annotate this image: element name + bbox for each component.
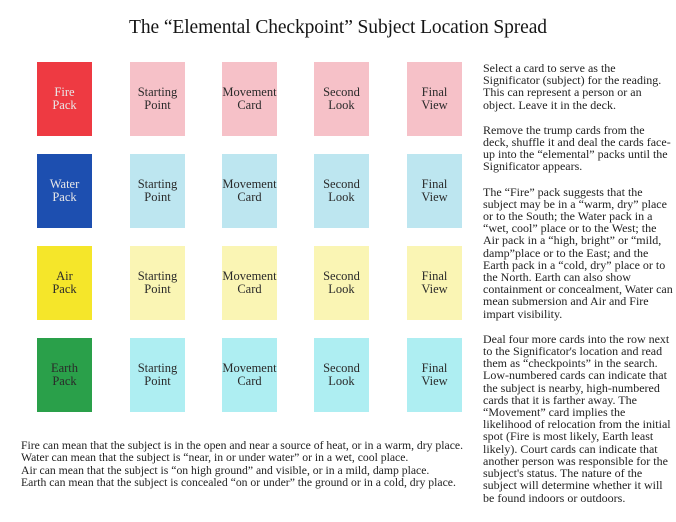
card-label-line2: Point [144, 282, 171, 296]
air-starting-point-card [130, 246, 185, 320]
fire-second-look-card [314, 62, 369, 136]
card-label-line1: Starting [137, 361, 178, 375]
air-second-look-card [314, 246, 369, 320]
air-final-view-card [407, 246, 462, 320]
card-label-line2: Card [237, 374, 262, 388]
card-label-line1: Movement [222, 361, 277, 375]
card-label-line1: Starting [137, 85, 178, 99]
card-label-line2: Point [144, 190, 171, 204]
water-second-look-card [314, 154, 369, 228]
fire-meaning: Fire can mean that the subject is in the open and near a source of heat, or in a warm, dry place. [21, 439, 464, 452]
water-starting-point-card [130, 154, 185, 228]
card-label-line2: Point [144, 374, 171, 388]
air-pack-card [37, 246, 92, 320]
card-label-line1: Second [323, 85, 360, 99]
instructions-panel [483, 62, 673, 517]
card-label-line2: Pack [52, 190, 77, 204]
instruction-paragraph: The “Fire” pack suggests that the subject may be in a “warm, dry” place or to the South; the Water pack in a “wet, cool” place or to the West; the Air pack in a “high, bright” or “mild, damp”place or to the East; and the Earth pack in a “cold, dry” place or to the North. Earth can also show containment or concealment, Water can mean submersion and Air and Fire impart visibility. [483, 184, 673, 321]
fire-pack-card [37, 62, 92, 136]
water-movement-card [222, 154, 277, 228]
card-label-line1: Water [49, 177, 80, 191]
card-label-line2: Card [237, 98, 262, 112]
earth-second-look-card [314, 338, 369, 412]
card-label-line1: Final [421, 85, 448, 99]
earth-meaning: Earth can mean that the subject is concealed “on or under” the ground or in a cold, dry place. [21, 476, 456, 490]
air-meaning: Air can mean that the subject is “on high ground” and visible, or in a mild, damp place. [21, 463, 430, 477]
earth-final-view-card [407, 338, 462, 412]
card-label-line1: Air [56, 269, 73, 283]
card-label-line2: Card [237, 282, 262, 296]
fire-starting-point-card [130, 62, 185, 136]
earth-movement-card [222, 338, 277, 412]
card-label-line1: Earth [50, 361, 79, 375]
card-label-line2: Look [328, 374, 355, 388]
card-label-line1: Movement [222, 177, 277, 191]
air-movement-card [222, 246, 277, 320]
card-label-line2: Look [328, 98, 355, 112]
instruction-paragraph: Remove the trump cards from the deck, shuffle it and deal the cards face-up into the “elemental” packs until the Significator appears. [483, 122, 671, 174]
water-meaning: Water can mean that the subject is “near, in or under water” or in a wet, cool place. [21, 451, 409, 465]
card-label-line2: Pack [52, 282, 77, 296]
card-label-line2: View [421, 282, 448, 296]
card-label-line1: Fire [54, 85, 75, 99]
card-label-line2: Point [144, 98, 171, 112]
card-label-line2: View [421, 374, 448, 388]
card-label-line1: Starting [137, 177, 178, 191]
card-label-line2: Look [328, 190, 355, 204]
card-label-line2: View [421, 190, 448, 204]
card-label-line1: Second [323, 269, 360, 283]
card-label-line1: Final [421, 361, 448, 375]
card-label-line1: Second [323, 177, 360, 191]
card-label-line2: Look [328, 282, 355, 296]
instruction-paragraph: Deal four more cards into the row next to the Significator's location and read them as “checkpoints” in the search. Low-numbered cards can indicate that the subject is nearby, high-numbered cards that it is farther away. The “Movement” card implies the likelihood of relocation from the initial spot (Fire is most likely, Earth least likely). Court cards can indicate that another person was responsible for the subject's status. The nature of the subject will determine whether it will be found indoors or outdoors. [483, 331, 671, 505]
instruction-paragraph: Select a card to serve as the Significator (subject) for the reading. This can represent a person or an object. Leave it in the deck. [483, 61, 662, 112]
earth-pack-card [37, 338, 92, 412]
fire-final-view-card [407, 62, 462, 136]
card-label-line2: Pack [52, 374, 77, 388]
element-meanings [21, 439, 464, 490]
card-label-line1: Movement [222, 85, 277, 99]
card-label-line1: Final [421, 269, 448, 283]
card-label-line2: Card [237, 190, 262, 204]
earth-starting-point-card [130, 338, 185, 412]
water-final-view-card [407, 154, 462, 228]
card-label-line1: Starting [137, 269, 178, 283]
fire-movement-card [222, 62, 277, 136]
card-label-line1: Second [323, 361, 360, 375]
card-label-line2: View [421, 98, 448, 112]
page-title: The “Elemental Checkpoint” Subject Location Spread [129, 17, 547, 38]
card-label-line2: Pack [52, 98, 77, 112]
card-label-line1: Movement [222, 269, 277, 283]
card-label-line1: Final [421, 177, 448, 191]
water-pack-card [37, 154, 92, 228]
